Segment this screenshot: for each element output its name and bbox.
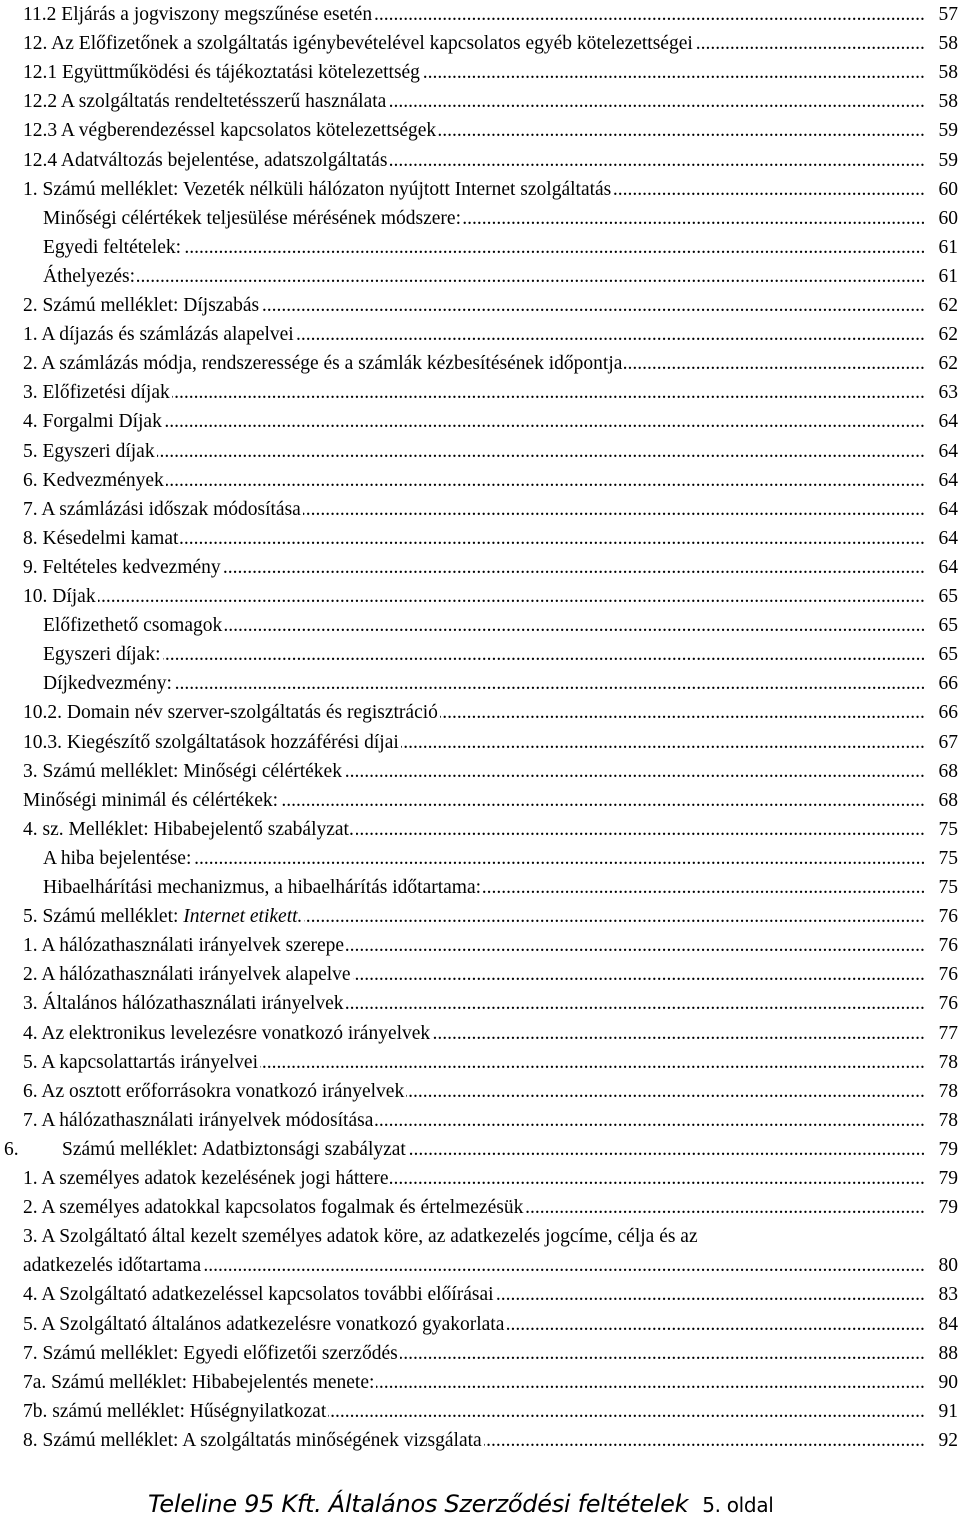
toc-page-number: 79 [925,1135,958,1164]
toc-entry[interactable] [0,698,958,727]
toc-page-number: 57 [925,0,958,29]
toc-entry-text [4,1135,408,1164]
toc-entry[interactable] [0,378,958,407]
toc-entry-text: 10.3. Kiegészítő szolgáltatások hozzáférési díjai [23,728,401,757]
toc-entry[interactable] [0,29,958,58]
toc-entry[interactable] [0,262,958,291]
toc-entry[interactable] [0,1280,958,1309]
toc-entry[interactable] [0,1368,958,1397]
toc-entry[interactable] [0,1222,958,1276]
toc-entry-text: Egyszeri díjak: [43,640,163,669]
toc-entry-text: Egyedi feltételek: [43,233,183,262]
toc-entry[interactable] [0,611,958,640]
toc-entry[interactable] [0,1106,958,1135]
toc-page-number: 64 [925,524,958,553]
toc-page-number: 64 [925,466,958,495]
toc-entry[interactable] [0,1048,958,1077]
toc-entry[interactable] [0,524,958,553]
toc-entry[interactable] [0,757,958,786]
toc-entry-text: Hibaelhárítási mechanizmus, a hibaelhárítás időtartama: [43,873,483,902]
toc-entry-text: Áthelyezés: [43,262,137,291]
toc-entry-number: 6. [4,1139,19,1160]
toc-entry-text: 12.2 A szolgáltatás rendeltetésszerű használata [23,87,388,116]
toc-entry-text: 1. A díjazás és számlázás alapelvei [23,320,296,349]
toc-entry-text: 11.2 Eljárás a jogviszony megszűnése esetén [23,0,374,29]
toc-page-number: 83 [925,1280,958,1309]
toc-entry[interactable] [0,1310,958,1339]
toc-entry-text: 2. A személyes adatokkal kapcsolatos fogalmak és értelmezésük [23,1193,525,1222]
toc-entry-text-line1: 3. A Szolgáltató által kezelt személyes adatok köre, az adatkezelés jogcíme, célja és az [23,1226,698,1247]
toc-page-number: 58 [925,29,958,58]
toc-page-number: 59 [925,146,958,175]
toc-entry[interactable] [0,87,958,116]
toc-page-number: 61 [925,262,958,291]
toc-entry-text: 5. A Szolgáltató általános adatkezelésre vonatkozó gyakorlata [23,1310,506,1339]
toc-entry[interactable] [0,175,958,204]
toc-leader-dots [23,582,924,611]
toc-page-number: 75 [925,844,958,873]
toc-entry-text: 5. Egyszeri díjak [23,437,157,466]
toc-entry-text: 5. A kapcsolattartás irányelvei [23,1048,260,1077]
toc-entry[interactable] [0,786,958,815]
toc-entry[interactable] [0,1019,958,1048]
toc-page-number: 64 [925,553,958,582]
toc-entry[interactable] [0,1426,958,1455]
toc-page-number: 67 [925,728,958,757]
toc-entry[interactable] [0,582,958,611]
toc-page-number: 76 [925,931,958,960]
toc-entry[interactable] [0,931,958,960]
toc-page-number: 90 [925,1368,958,1397]
toc-entry-text: 4. Az elektronikus levelezésre vonatkozó irányelvek [23,1019,432,1048]
toc-entry-text: 8. Késedelmi kamat [23,524,180,553]
toc-page-number: 64 [925,437,958,466]
toc-page-number: 78 [925,1106,958,1135]
toc-entry-text: 7. Számú melléklet: Egyedi előfizetői szerződés [23,1339,400,1368]
toc-page-number: 84 [925,1310,958,1339]
toc-entry-text: 12.3 A végberendezéssel kapcsolatos kötelezettségek [23,116,438,145]
toc-page-number: 60 [925,175,958,204]
toc-page-number: 65 [925,611,958,640]
toc-page-number: 79 [925,1193,958,1222]
toc-entry[interactable] [0,728,958,757]
toc-page-number: 60 [925,204,958,233]
toc-page-number: 76 [925,960,958,989]
toc-leader-dots [43,669,924,698]
toc-entry-text: adatkezelés időtartama [23,1251,203,1280]
toc-entry[interactable] [0,902,958,931]
toc-entry[interactable] [0,989,958,1018]
toc-page-number: 59 [925,116,958,145]
toc-entry-text: 4. A Szolgáltató adatkezeléssel kapcsolatos további előírásai [23,1280,496,1309]
toc-page-number: 62 [925,291,958,320]
toc-page-number: 76 [925,902,958,931]
toc-page-number: 66 [925,698,958,727]
toc-entry-text: 2. A számlázás módja, rendszeressége és a számlák kézbesítésének időpontja [23,349,624,378]
toc-entry[interactable] [0,116,958,145]
toc-entry-text: 1. Számú melléklet: Vezeték nélküli hálózaton nyújtott Internet szolgáltatás [23,175,613,204]
toc-page-number: 64 [925,407,958,436]
toc-entry-text [23,902,304,931]
toc-entry-text: 12.4 Adatváltozás bejelentése, adatszolgáltatás [23,146,389,175]
toc-entry-text: 3. Számú melléklet: Minőségi célértékek [23,757,344,786]
toc-entry-text: Minőségi célértékek teljesülése mérésének módszere: [43,204,463,233]
toc-page-number: 78 [925,1048,958,1077]
toc-page-number: 77 [925,1019,958,1048]
toc-entry-text: 1. A személyes adatok kezelésének jogi háttere [23,1164,390,1193]
toc-page-number: 66 [925,669,958,698]
toc-entry-text: 4. Forgalmi Díjak [23,407,164,436]
toc-entry-text: 3. Előfizetési díjak [23,378,172,407]
toc-entry-text: 12.1 Együttműködési és tájékoztatási kötelezettség [23,58,422,87]
toc-entry[interactable] [0,437,958,466]
toc-entry-text: A hiba bejelentése: [43,844,193,873]
toc-entry[interactable] [0,844,958,873]
toc-entry-text: 3. Általános hálózathasználati irányelvek [23,989,346,1018]
toc-page-number: 63 [925,378,958,407]
toc-entry-text: 7b. számú melléklet: Hűségnyilatkozat [23,1397,328,1426]
toc-entry[interactable] [0,320,958,349]
toc-leader-dots [23,437,924,466]
toc-entry-text: 10. Díjak [23,582,98,611]
toc-leader-dots [43,262,924,291]
page-footer [148,1487,774,1521]
toc-page-number: 68 [925,757,958,786]
toc-page-number: 80 [925,1251,958,1280]
toc-entry[interactable] [0,291,958,320]
toc-entry-text: 7. A számlázási időszak módosítása [23,495,303,524]
toc-entry[interactable] [0,553,958,582]
toc-page-number: 92 [925,1426,958,1455]
toc-page-number: 62 [925,320,958,349]
toc-page-number: 64 [925,495,958,524]
toc-page-number: 61 [925,233,958,262]
toc-page-number: 58 [925,58,958,87]
toc-entry-text: 2. A hálózathasználati irányelvek alapelve [23,960,353,989]
toc-entry-text: Előfizethető csomagok [43,611,224,640]
toc-page-number: 62 [925,349,958,378]
toc-page-number: 65 [925,582,958,611]
toc-entry[interactable] [0,1077,958,1106]
toc-entry[interactable] [0,1339,958,1368]
toc-entry[interactable] [0,58,958,87]
toc-entry[interactable] [0,466,958,495]
toc-entry[interactable] [0,640,958,669]
toc-page-number: 76 [925,989,958,1018]
toc-entry[interactable] [0,146,958,175]
toc-entry-text: 8. Számú melléklet: A szolgáltatás minőségének vizsgálata [23,1426,484,1455]
toc-page-number: 78 [925,1077,958,1106]
toc-entry-text: 4. sz. Melléklet: Hibabejelentő szabályzat. [23,815,356,844]
toc-entry-text: 1. A hálózathasználati irányelvek szerepe [23,931,346,960]
toc-entry[interactable] [0,815,958,844]
toc-page-number: 75 [925,815,958,844]
toc-leader-dots [43,640,924,669]
toc-entry[interactable] [0,0,958,29]
toc-page-number: 79 [925,1164,958,1193]
toc-entry[interactable] [0,669,958,698]
toc-entry-text: 2. Számú melléklet: Díjszabás [23,291,261,320]
toc-entry-text: 7a. Számú melléklet: Hibabejelentés menete: [23,1368,376,1397]
toc-entry[interactable] [0,1397,958,1426]
toc-entry[interactable] [0,204,958,233]
toc-page-number: 91 [925,1397,958,1426]
toc-entry-text: 7. A hálózathasználati irányelvek módosítása [23,1106,375,1135]
toc-page-number: 88 [925,1339,958,1368]
toc-entry-text: Minőségi minimál és célértékek: [23,786,280,815]
toc-entry-text: 12. Az Előfizetőnek a szolgáltatás igénybevételével kapcsolatos egyéb kötelezettségei [23,29,695,58]
toc-entry-text: 6. Az osztott erőforrásokra vonatkozó irányelvek [23,1077,406,1106]
toc-entry[interactable] [0,960,958,989]
toc-entry-text: 6. Kedvezmények [23,466,166,495]
footer-title: Teleline 95 Kft. Általános Szerződési feltételek [148,1490,689,1518]
toc-entry[interactable] [0,233,958,262]
toc-page-number: 65 [925,640,958,669]
toc-entry[interactable] [0,495,958,524]
toc-entry-text: 9. Feltételes kedvezmény [23,553,223,582]
toc-entry[interactable] [0,873,958,902]
toc-entry-title: Számú melléklet: Adatbiztonsági szabályzat [62,1139,406,1160]
toc-entry-text-prefix: 5. Számú melléklet: [23,906,184,927]
toc-entry-text-emphasis: Internet etikett. [183,906,303,927]
toc-entry[interactable] [0,349,958,378]
toc-page-number: 75 [925,873,958,902]
toc-page-number: 68 [925,786,958,815]
toc-page-number: 58 [925,87,958,116]
toc-entry[interactable] [0,1193,958,1222]
toc-entry-text: Díjkedvezmény: [43,669,174,698]
footer-page-number: 5. oldal [702,1493,774,1517]
toc-entry-text: 10.2. Domain név szerver-szolgáltatás és regisztráció [23,698,440,727]
toc-entry[interactable] [0,1135,958,1164]
toc-entry[interactable] [0,407,958,436]
toc-entry[interactable] [0,1164,958,1193]
